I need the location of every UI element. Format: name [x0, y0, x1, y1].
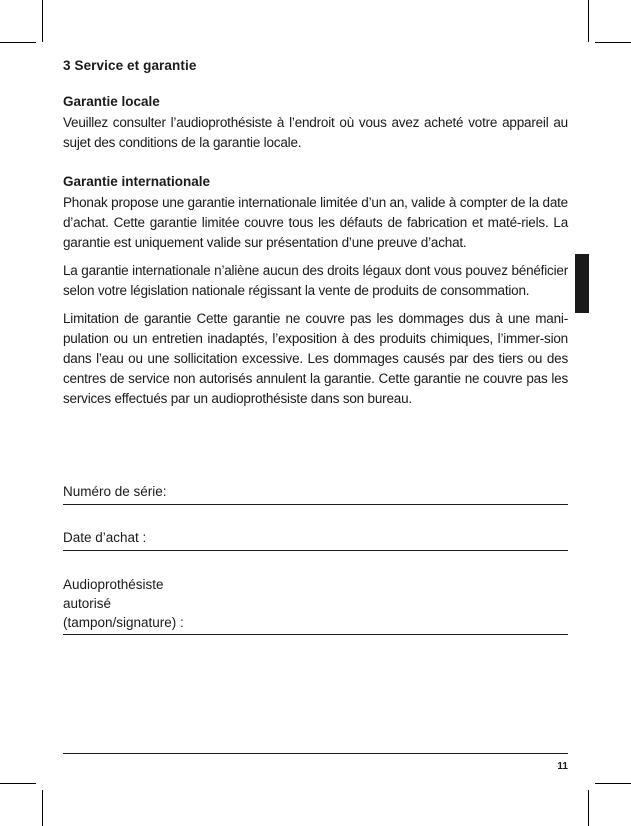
- chapter-tab-marker: [575, 254, 589, 313]
- local-warranty-heading: Garantie locale: [63, 94, 160, 109]
- international-warranty-p2: La garantie internationale n’aliène aucun des droits légaux dont vous pouvez bénéficier selon votre législation nationale régissant la vente de produits de consommation.: [63, 263, 568, 298]
- local-warranty-text: Veuillez consulter l’audioprothésiste à l’endroit où vous avez acheté votre appareil au sujet des conditions de la garantie locale.: [63, 115, 568, 150]
- serial-number-field[interactable]: [63, 482, 568, 505]
- section-title: 3 Service et garantie: [63, 58, 197, 73]
- crop-mark: [42, 790, 43, 826]
- audiologist-label-line1: Audioprothésiste: [63, 577, 164, 592]
- crop-mark: [0, 42, 36, 43]
- footer-rule: [63, 753, 568, 754]
- serial-number-label: Numéro de série:: [63, 484, 167, 499]
- purchase-date-label: Date d’achat :: [63, 530, 147, 545]
- crop-mark: [588, 0, 589, 42]
- international-warranty-p3: Limitation de garantie Cette garantie ne couvre pas les dommages dus à une mani-pulation ou un entretien inadaptés, l’exposition à des produits chimiques, l’immer-sion dans l’eau ou une sollicitation excessive. Les dommages causés par des tiers ou des centres de service non autorisés annulent la garantie. Cette garantie ne couvre pas les services effectués par un audioprothésiste dans son bureau.: [63, 311, 568, 406]
- audiologist-label-line3: (tampon/signature) :: [63, 615, 184, 630]
- page-number: 11: [557, 761, 568, 772]
- crop-mark: [588, 790, 589, 826]
- audiologist-label-line2: autorisé: [63, 596, 112, 611]
- crop-mark: [595, 783, 631, 784]
- purchase-date-field[interactable]: [63, 528, 568, 551]
- crop-mark: [0, 783, 36, 784]
- international-warranty-p1: Phonak propose une garantie internationale limitée d’un an, valide à compter de la date d’achat. Cette garantie limitée couvre tous les défauts de fabrication et maté-riels. La garantie est uniquement valide sur présentation d’une preuve d’achat.: [63, 195, 568, 250]
- page-content: [63, 58, 568, 417]
- crop-mark: [42, 0, 43, 42]
- international-warranty-heading: Garantie internationale: [63, 174, 211, 189]
- crop-mark: [595, 42, 631, 43]
- audiologist-stamp-field[interactable]: [63, 575, 568, 635]
